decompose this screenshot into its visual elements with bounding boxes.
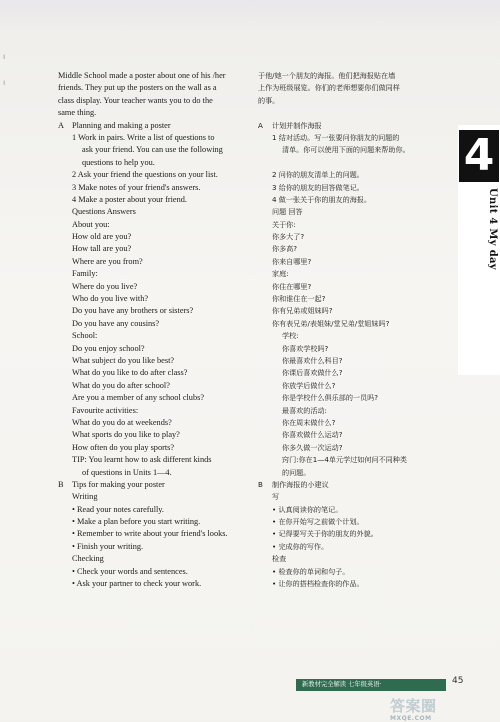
text-line: Favourite activities: (72, 405, 139, 415)
text-line: • Check your words and sentences. (72, 566, 188, 576)
text-line: 你喜欢学校吗? (282, 343, 329, 353)
text-line: 学校: (282, 331, 299, 341)
text-line: • 在你开始写之前做个计划。 (272, 517, 364, 527)
section-heading (58, 479, 263, 491)
text-line: 你和谁住在一起? (272, 294, 326, 304)
text-line: 你喜欢做什么运动? (282, 430, 343, 440)
text-line: 4 Make a poster about your friend. (72, 194, 187, 204)
text-line: • Ask your partner to check your work. (72, 579, 202, 589)
section-letter: B (58, 479, 64, 489)
text-line: 的事。 (258, 95, 280, 105)
text-line: 2 Ask your friend the questions on your list. (72, 170, 218, 180)
text-line: 家庭: (272, 269, 289, 279)
text-line: What do you do at weekends? (72, 417, 172, 427)
text-line: Do you have any cousins? (72, 318, 160, 328)
text-line: Are you a member of any school clubs? (72, 393, 205, 403)
text-line: ask your friend. You can use the following (82, 145, 223, 155)
text-line: Middle School made a poster about one of his /her (58, 71, 226, 80)
text-line: 检查 (272, 554, 287, 564)
edge-mark: ı (3, 52, 6, 61)
text-line: TIP: You learnt how to ask different kinds (72, 455, 212, 465)
text-line: 的问题。 (282, 467, 311, 477)
page-number: 45 (452, 676, 464, 686)
text-line: • 检查你的单词和句子。 (272, 566, 350, 576)
text-line: questions to help you. (82, 157, 155, 167)
text-line: Where do you live? (72, 281, 138, 291)
text-line: 你是学校什么俱乐部的一员吗? (282, 393, 378, 403)
text-line: • 完成你的写作。 (272, 541, 329, 551)
text-line: How old are you? (72, 232, 132, 242)
text-line: What do you like to do after class? (72, 368, 188, 378)
text-line: • Remember to write about your friend's looks. (72, 529, 228, 539)
text-line: of questions in Units 1—4. (82, 467, 172, 477)
watermark-url: MXQE.COM (390, 715, 432, 722)
text-line: 3 给你的朋友的回答做笔记。 (272, 182, 364, 192)
text-line: What do you do after school? (72, 380, 170, 390)
english-column (58, 70, 263, 590)
section-heading (58, 120, 263, 132)
text-line: friends. They put up the posters on the wall as a (58, 83, 217, 93)
section-letter: A (58, 120, 64, 130)
text-line: Family: (72, 269, 98, 279)
text-line: Writing (72, 492, 98, 502)
text-line: • 让你的搭档检查你的作品。 (272, 579, 364, 589)
text-line: 4 做一张关于你的朋友的海报。 (272, 194, 371, 204)
text-line: School: (72, 331, 98, 341)
section-title: Tips for making your poster (72, 479, 165, 489)
text-line: 你住在哪里? (272, 281, 312, 291)
text-line: 上作为班级展览。你们的老师想要你们做同样 (258, 83, 400, 93)
text-line: 写 (272, 492, 280, 502)
text-line: 你最喜欢什么科目? (282, 355, 343, 365)
unit-title: Unit 4 My day (487, 188, 498, 270)
spacer (258, 157, 458, 169)
unit-number: 4 (459, 130, 499, 182)
chinese-column (258, 70, 458, 590)
section-heading (258, 120, 458, 132)
text-line: 你放学后做什么? (282, 380, 336, 390)
text-line: What subject do you like best? (72, 355, 175, 365)
text-line: What sports do you like to play? (72, 430, 180, 440)
spacer (258, 107, 458, 119)
section-title: Planning and making a poster (72, 120, 171, 130)
text-line: 你多久做一次运动? (282, 442, 343, 452)
text-line: Who do you live with? (72, 294, 149, 304)
section-title: 计划并制作海报 (272, 120, 322, 130)
text-line: 你课后喜欢做什么? (282, 368, 343, 378)
section-heading (258, 479, 458, 491)
text-line: 窍门:你在1—4单元学过如何问不同种类 (282, 455, 407, 465)
text-line: 3 Make notes of your friend's answers. (72, 182, 201, 192)
text-line: • Read your notes carefully. (72, 504, 164, 514)
text-line: 问题 回答 (272, 207, 303, 217)
text-line: Do you enjoy school? (72, 343, 145, 353)
text-line: 清单。你可以使用下面的问题来帮助你。 (282, 145, 410, 155)
text-line: 你有表兄弟/表姐妹/堂兄弟/堂姐妹吗? (272, 318, 390, 328)
text-line: 于他/她一个朋友的海报。他们把海报贴在墙 (258, 71, 396, 80)
text-line: 你多高? (272, 244, 298, 254)
text-line: 关于你: (272, 219, 296, 229)
text-line: • Make a plan before you start writing. (72, 517, 201, 527)
text-line: 2 问你的朋友清单上的问题。 (272, 170, 364, 180)
text-line: Questions Answers (72, 207, 136, 217)
section-letter: B (258, 479, 263, 489)
text-line: 1 结对活动。写一张要问你朋友的问题的 (272, 132, 400, 142)
text-line: 你多大了? (272, 232, 305, 242)
watermark-logo (390, 695, 500, 721)
text-line: How often do you play sports? (72, 442, 175, 452)
text-line: 你在周末做什么? (282, 417, 336, 427)
watermark-text: 答案圈 (390, 697, 437, 715)
text-line: same thing. (58, 108, 97, 118)
text-line: 最喜欢的活动: (282, 405, 327, 415)
text-line: • Finish your writing. (72, 541, 144, 551)
top-shade (0, 0, 500, 30)
text-line: About you: (72, 219, 110, 229)
text-line: 你来自哪里? (272, 256, 312, 266)
text-line: • 记得要写关于你的朋友的外貌。 (272, 529, 378, 539)
text-line: Where are you from? (72, 256, 143, 266)
text-line: 1 Work in pairs. Write a list of questions to (72, 132, 215, 142)
text-line: How tall are you? (72, 244, 132, 254)
section-title: 制作海报的小建议 (272, 479, 329, 489)
text-line: Do you have any brothers or sisters? (72, 306, 194, 316)
text-line: 你有兄弟或姐妹吗? (272, 306, 333, 316)
edge-mark: ı (3, 78, 6, 87)
text-line: • 认真阅读你的笔记。 (272, 504, 343, 514)
text-line: class display. Your teacher wants you to do the (58, 95, 213, 105)
section-letter: A (258, 120, 263, 130)
text-line: Checking (72, 554, 104, 564)
footer-bar: 新教材完全解读 七年级英语· (296, 679, 446, 691)
